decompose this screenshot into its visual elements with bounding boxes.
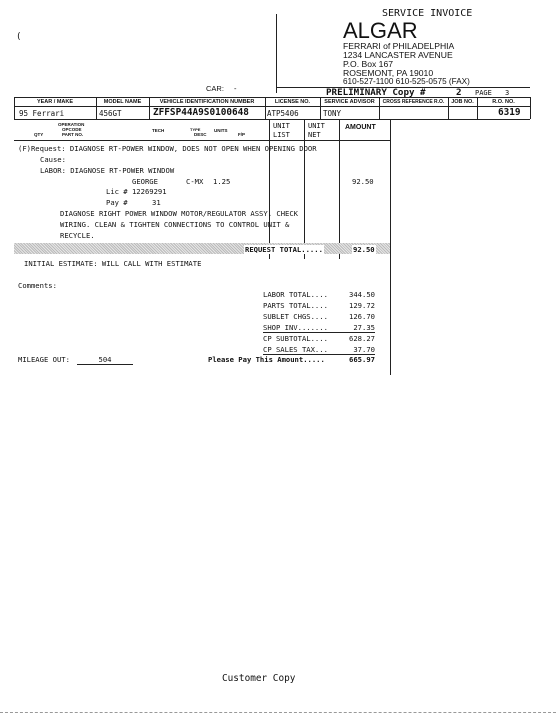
dealer-address-2: P.O. Box 167: [343, 59, 394, 69]
col-ro-no: R.O. NO.: [492, 99, 515, 105]
model-name-value: 456GT: [99, 109, 122, 118]
vehicle-table-top: [14, 97, 530, 98]
total-label: CP SUBTOTAL....: [263, 334, 328, 343]
job-pay-value: 31: [152, 198, 161, 207]
request-total-label: REQUEST TOTAL.....: [245, 245, 323, 254]
hdr-qty: QTY: [34, 132, 44, 137]
hdr-unit-net: UNIT NET: [308, 122, 325, 139]
header-divider: [276, 14, 277, 93]
col-job-no: JOB NO.: [451, 99, 474, 105]
line-header-bottom: [14, 140, 390, 141]
col-divider-net: [304, 119, 305, 259]
dealer-subtitle: FERRARI of PHILADELPHIA: [343, 41, 455, 51]
hdr-operation: OPERATION: [58, 122, 85, 127]
copy-number: 2: [456, 87, 462, 98]
total-value: 129.72: [349, 301, 375, 310]
car-label: CAR:: [206, 84, 224, 93]
vin-value: ZFFSP44A9S0100648: [153, 107, 249, 118]
dealer-address-1: 1234 LANCASTER AVENUE: [343, 50, 453, 60]
margin-mark: (: [16, 32, 22, 42]
job-cause: Cause:: [40, 155, 66, 164]
col-year-make: YEAR / MAKE: [36, 99, 74, 105]
job-request: (F)Request: DIAGNOSE RT-POWER WINDOW, DOES NOT OPEN WHEN OPENING DOOR: [18, 144, 317, 153]
total-label: LABOR TOTAL....: [263, 290, 328, 299]
request-total-value: 92.50: [353, 245, 375, 254]
dealer-phones: 610-527-1100 610-525-0575 (FAX): [343, 77, 470, 86]
hdr-type: TYPE: [190, 127, 201, 132]
initial-estimate: INITIAL ESTIMATE: WILL CALL WITH ESTIMATE: [24, 259, 202, 268]
job-labor-amount: 92.50: [352, 177, 374, 186]
job-desc-3: RECYCLE.: [60, 231, 95, 240]
hdr-desc: DESC: [194, 132, 207, 137]
dealer-address-3: ROSEMONT, PA 19010: [343, 68, 434, 78]
pay-amount-label: Please Pay This Amount.....: [208, 355, 325, 364]
job-desc-1: DIAGNOSE RIGHT POWER WINDOW MOTOR/REGULATOR ASSY. CHECK: [60, 209, 298, 218]
col-divider-amount: [339, 119, 340, 259]
mileage-value: 504: [77, 355, 133, 365]
total-value: 37.70: [353, 345, 375, 354]
vehicle-table-bottom: [14, 119, 530, 120]
request-total-band: [14, 243, 390, 254]
comments-label: Comments:: [18, 281, 57, 290]
vehicle-table-header-bottom: [14, 106, 530, 107]
job-labor: LABOR: DIAGNOSE RT-POWER WINDOW: [40, 166, 175, 175]
total-value: 344.50: [349, 290, 375, 299]
page-number: 3: [505, 89, 510, 97]
job-tech-name: GEORGE: [132, 177, 158, 186]
hdr-unit-list: UNIT LIST: [273, 122, 290, 139]
doc-type: SERVICE INVOICE: [382, 8, 473, 19]
total-label: SUBLET CHGS....: [263, 312, 328, 321]
total-value: 628.27: [349, 334, 375, 343]
ro-no-value: 6319: [498, 107, 521, 118]
job-lic: Lic # 12269291: [106, 187, 167, 196]
hdr-fp: F/P: [238, 132, 246, 137]
copy-label: PRELIMINARY Copy #: [326, 87, 426, 98]
footer-customer-copy: Customer Copy: [222, 673, 296, 684]
advisor-value: TONY: [323, 109, 342, 118]
dealer-logo: ALGAR: [343, 18, 418, 43]
total-value: 126.70: [349, 312, 375, 321]
job-type-code: C-MX: [186, 177, 204, 186]
job-desc-2: WIRING. CLEAN & TIGHTEN CONNECTIONS TO CONTROL UNIT &: [60, 220, 290, 229]
total-label: PARTS TOTAL....: [263, 301, 328, 310]
hdr-tech: TECH: [152, 128, 165, 133]
job-pay-label: Pay #: [106, 198, 128, 207]
col-divider-list: [269, 119, 270, 259]
pay-amount-value: 665.97: [349, 355, 375, 364]
hdr-opcode: OPCODE: [62, 127, 82, 132]
col-license: LICENSE NO.: [274, 99, 311, 105]
total-label: SHOP INV.......: [263, 323, 375, 333]
col-divider-right: [390, 119, 391, 375]
hdr-part-no: PART NO.: [62, 132, 84, 137]
page-label: PAGE: [475, 89, 492, 97]
car-value: -: [234, 84, 237, 93]
total-value: 27.35: [353, 323, 375, 332]
total-label: CP SALES TAX...: [263, 345, 375, 355]
hdr-amount: AMOUNT: [345, 124, 376, 131]
hdr-units: UNITS: [214, 128, 228, 133]
page-bottom-edge: [0, 712, 556, 713]
mileage-label: MILEAGE OUT:: [18, 355, 70, 364]
col-advisor: SERVICE ADVISOR: [324, 99, 375, 105]
job-units: 1.25: [213, 177, 231, 186]
col-vin: VEHICLE IDENTIFICATION NUMBER: [159, 99, 255, 105]
license-value: ATP5406: [267, 109, 299, 118]
col-cross-ref: CROSS REFERENCE R.O.: [382, 99, 445, 105]
col-model-name: MODEL NAME: [103, 99, 142, 105]
year-make-value: 95 Ferrari: [19, 109, 65, 118]
